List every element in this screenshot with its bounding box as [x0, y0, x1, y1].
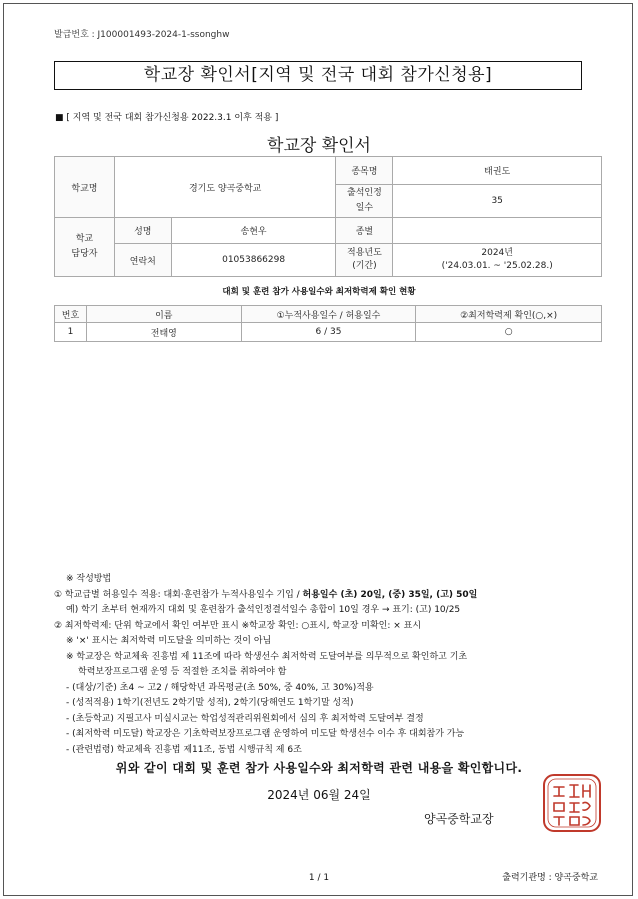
school-name-value: 경기도 양곡중학교	[114, 157, 336, 218]
method-line: - (초등학교) 지필고사 미실시교는 학업성적관리위원회에서 심의 후 최저학력 도달여부 결정	[66, 713, 424, 724]
type-label: 종별	[336, 218, 393, 244]
header-min-academic: ②최저학력제 확인(○,×)	[416, 306, 602, 323]
method-title: ※ 작성방법	[66, 574, 112, 584]
event-label: 종목명	[336, 157, 393, 185]
method-line: ① 학교급별 허용일수 적용: 대회·훈련참가 누적사용일수 기입 / 허용일수 (초) 20일, (중) 35일, (고) 50일	[54, 589, 478, 600]
method-line: - (성적적용) 1학기(전년도 2학기말 성적), 2학기(당해연도 1학기말 성적)	[66, 698, 354, 708]
row-number: 1	[55, 323, 87, 342]
event-value: 태권도	[393, 157, 602, 185]
notice-text: [ 지역 및 전국 대회 참가신청용 2022.3.1 이후 적용 ]	[66, 113, 279, 123]
principal-name: 양곡중학교장	[424, 812, 494, 826]
year-label: 적용년도 (기간)	[336, 244, 393, 277]
document-title: 학교장 확인서[지역 및 전국 대회 참가신청용]	[54, 61, 582, 90]
header-number: 번호	[55, 306, 87, 323]
type-value	[393, 218, 602, 244]
method-line: 학력보장프로그램 운영 등 적절한 조치를 취하여야 함	[78, 667, 287, 677]
name-value: 송현우	[171, 218, 336, 244]
method-line: ② 최저학력제: 단위 학교에서 확인 여부만 표시 ※학교장 확인: ○표시, 학교장 미확인: × 표시	[54, 620, 422, 631]
method-line: - (최저학력 미도달) 학교장은 기초학력보장프로그램 운영하여 미도달 학생선수 이수 후 대회참가 가능	[66, 729, 465, 739]
row-usage-days: 6 / 35	[241, 323, 416, 342]
table-row	[55, 323, 602, 342]
output-organization: 출력기관명 : 양곡중학교	[502, 873, 598, 883]
row-name: 전태영	[86, 323, 241, 342]
method-line: ※ 학교장은 학교체육 진흥법 제 11조에 따라 학생선수 최저학력 도달여부를 의무적으로 확인하고 기초	[66, 651, 468, 662]
school-info-table	[54, 156, 602, 277]
header-usage-days: ①누적사용일수 / 허용일수	[241, 306, 416, 323]
contact-label: 학교 담당자	[55, 218, 115, 277]
year-value: 2024년 ('24.03.01. ~ '25.02.28.)	[393, 244, 602, 277]
method-line: - (대상/기준) 초4 ~ 고2 / 해당학년 과목평균(초 50%, 중 40%, 고 30%)적용	[66, 682, 374, 693]
usage-section-title: 대회 및 훈련 참가 사용일수와 최저학력제 확인 현황	[222, 287, 416, 297]
allowed-days-emphasis: 허용일수 (초) 20일, (중) 35일, (고) 50일	[302, 589, 478, 600]
official-seal	[542, 773, 602, 833]
name-label: 성명	[114, 218, 171, 244]
usage-table-header	[55, 306, 602, 323]
attendance-days-label: 출석인정 일수	[336, 185, 393, 218]
usage-table	[54, 305, 602, 342]
form-subtitle: 학교장 확인서	[267, 136, 371, 156]
confirmation-statement: 위와 같이 대회 및 훈련 참가 사용일수와 최저학력 관련 내용을 확인합니다.	[115, 761, 523, 775]
notice-line	[55, 110, 278, 123]
square-bullet-icon: ■	[55, 113, 64, 123]
phone-value: 01053866298	[171, 244, 336, 277]
issue-number: 발급번호 : J100001493-2024-1-ssonghw	[54, 30, 230, 40]
method-line: - (관련법령) 학교체육 진흥법 제11조, 동법 시행규칙 제 6조	[66, 744, 302, 755]
attendance-days-value: 35	[393, 185, 602, 218]
phone-label: 연락처	[114, 244, 171, 277]
method-line: ※ '×' 표시는 최저학력 미도달을 의미하는 것이 아님	[66, 636, 272, 646]
header-name: 이름	[86, 306, 241, 323]
writing-method-section	[54, 572, 614, 758]
row-min-academic: ○	[416, 323, 602, 342]
issue-date: 2024년 06월 24일	[267, 788, 371, 802]
method-line: 예) 학기 초부터 현재까지 대회 및 훈련참가 출석인정결석일수 총합이 10일 경우 → 표기: (고) 10/25	[66, 605, 461, 615]
page-number: 1 / 1	[308, 873, 330, 883]
school-name-label: 학교명	[55, 157, 115, 218]
